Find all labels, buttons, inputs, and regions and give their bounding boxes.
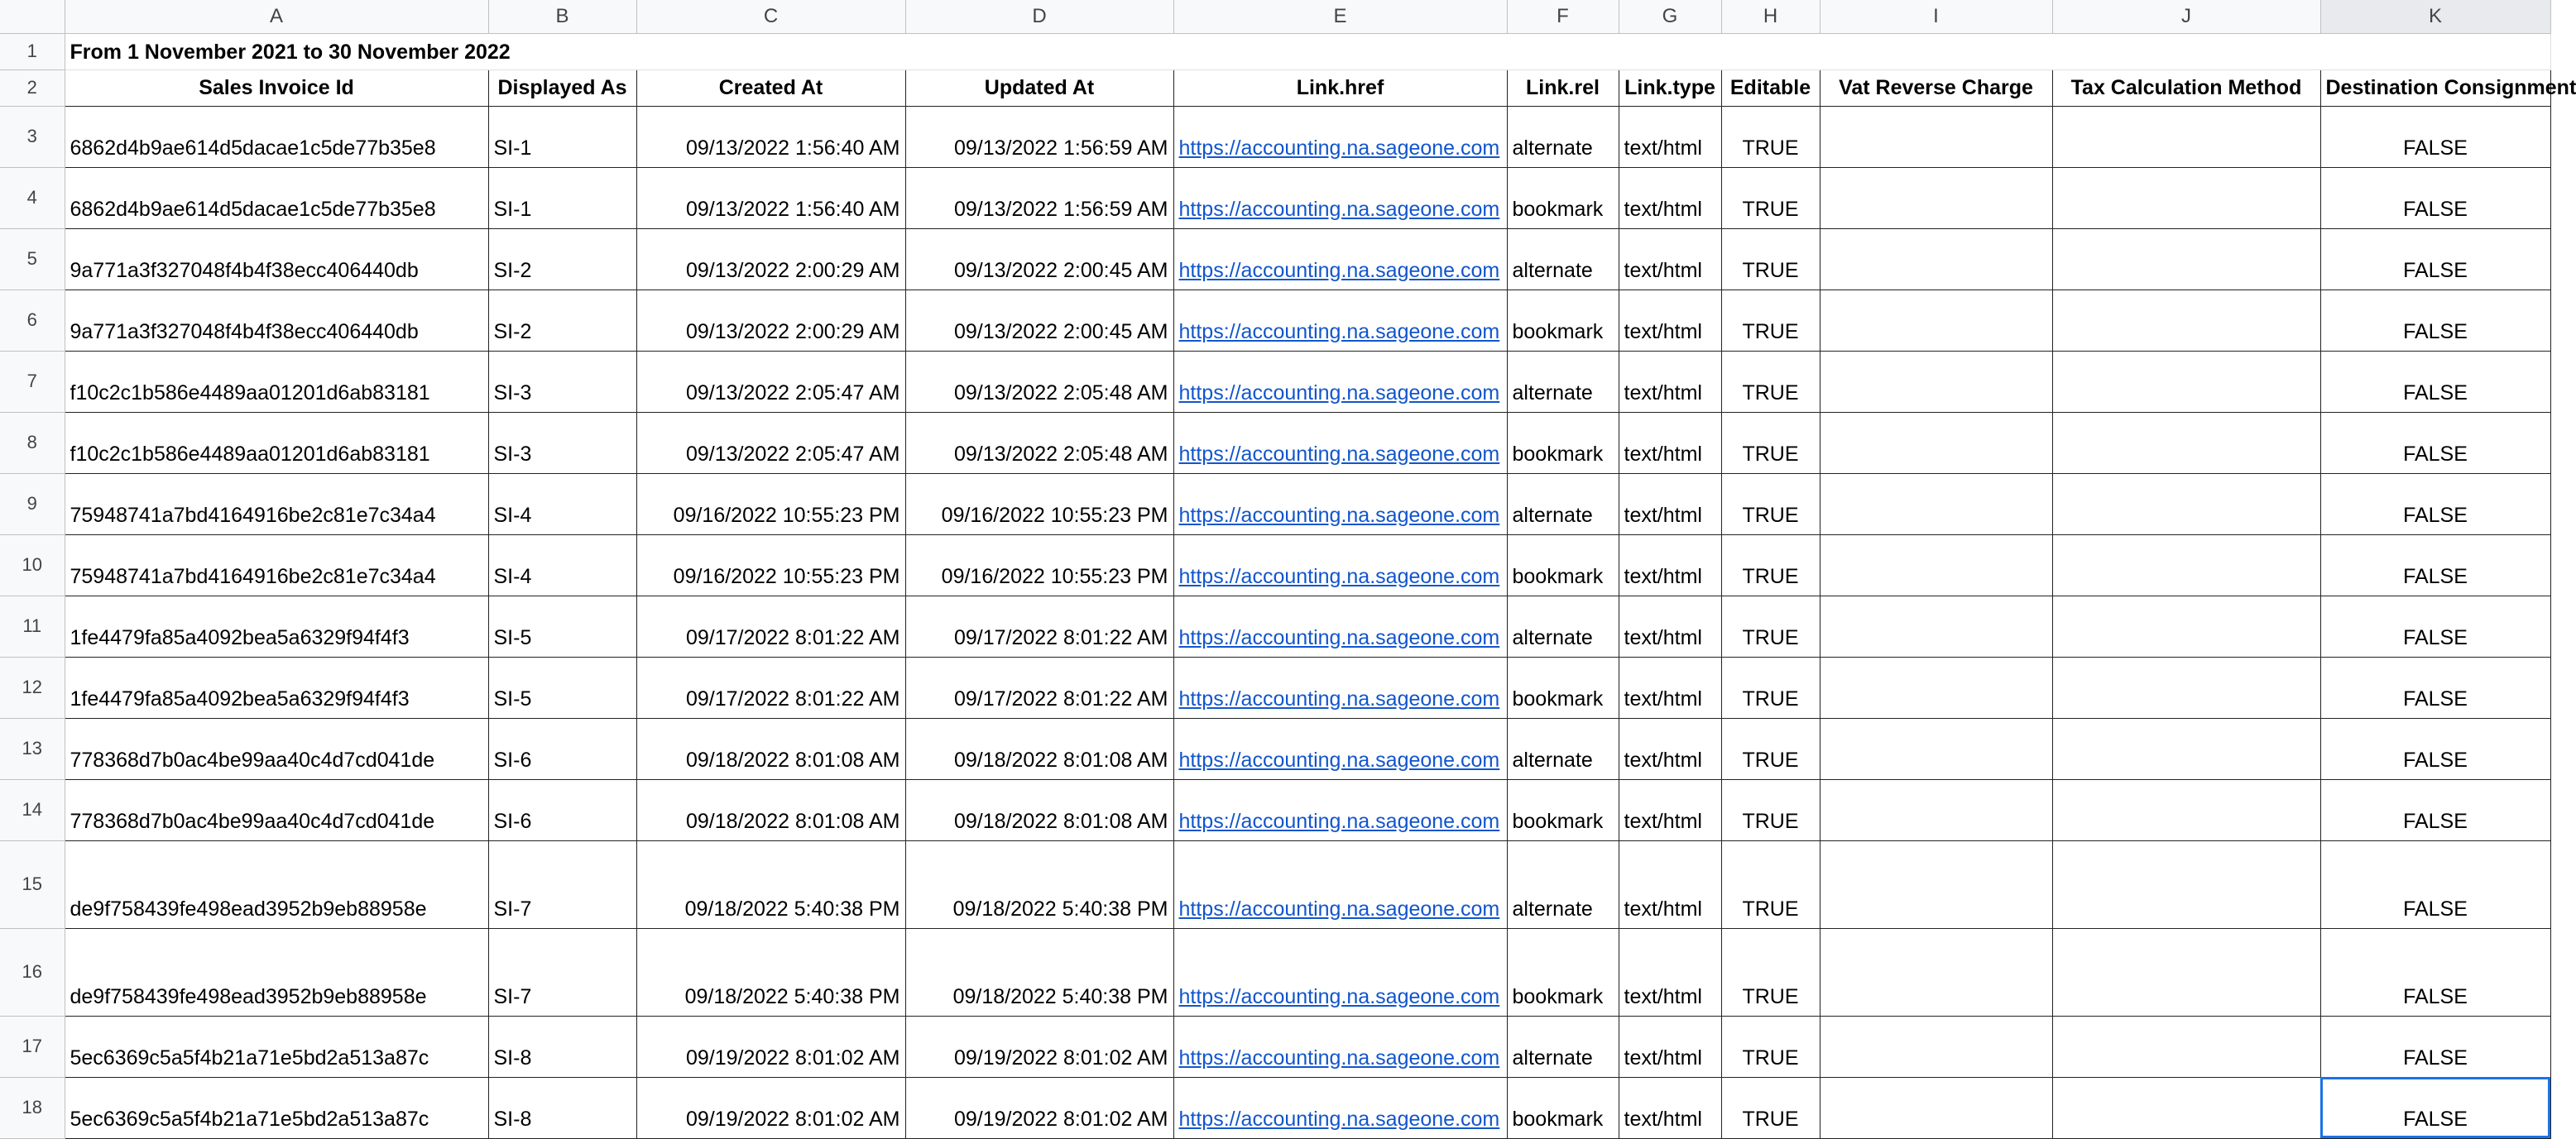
cell-displayed-as[interactable]: SI-3 <box>488 351 636 412</box>
cell-destination-consignment[interactable]: FALSE <box>2320 779 2550 840</box>
cell-displayed-as[interactable]: SI-6 <box>488 718 636 779</box>
header-cell-displayed-as[interactable]: Displayed As <box>488 69 636 106</box>
cell-destination-consignment[interactable]: FALSE <box>2320 1077 2550 1138</box>
column-header-g[interactable]: G <box>1619 0 1721 33</box>
cell-link-rel[interactable]: alternate <box>1507 840 1619 928</box>
cell-editable[interactable]: TRUE <box>1721 351 1820 412</box>
cell-link-rel[interactable]: bookmark <box>1507 928 1619 1016</box>
cell-link-rel[interactable]: bookmark <box>1507 412 1619 473</box>
cell-link-rel[interactable]: alternate <box>1507 228 1619 290</box>
cell-sales-invoice-id[interactable]: de9f758439fe498ead3952b9eb88958e <box>65 840 488 928</box>
cell-link-type[interactable]: text/html <box>1619 473 1721 534</box>
cell-tax-calculation-method[interactable] <box>2052 596 2320 657</box>
cell-updated-at[interactable]: 09/18/2022 8:01:08 AM <box>905 779 1173 840</box>
cell-tax-calculation-method[interactable] <box>2052 167 2320 228</box>
cell-created-at[interactable]: 09/16/2022 10:55:23 PM <box>636 534 905 596</box>
cell-displayed-as[interactable]: SI-1 <box>488 167 636 228</box>
table-row <box>0 657 2550 718</box>
cell-tax-calculation-method[interactable] <box>2052 534 2320 596</box>
cell-link-href[interactable]: https://accounting.na.sageone.com <box>1173 657 1507 718</box>
column-header-i[interactable]: I <box>1820 0 2052 33</box>
cell-displayed-as[interactable]: SI-8 <box>488 1016 636 1077</box>
cell-link-href[interactable]: https://accounting.na.sageone.com <box>1173 473 1507 534</box>
cell-link-rel[interactable]: bookmark <box>1507 167 1619 228</box>
cell-displayed-as[interactable]: SI-4 <box>488 473 636 534</box>
cell-editable[interactable]: TRUE <box>1721 657 1820 718</box>
column-header-c[interactable]: C <box>636 0 905 33</box>
row-header[interactable]: 1 <box>0 33 65 69</box>
column-header-j[interactable]: J <box>2052 0 2320 33</box>
header-cell-link-rel[interactable]: Link.rel <box>1507 69 1619 106</box>
cell-link-href[interactable]: https://accounting.na.sageone.com <box>1173 779 1507 840</box>
cell-sales-invoice-id[interactable]: 5ec6369c5a5f4b21a71e5bd2a513a87c <box>65 1016 488 1077</box>
cell-displayed-as[interactable]: SI-8 <box>488 1077 636 1138</box>
cell-destination-consignment[interactable]: FALSE <box>2320 412 2550 473</box>
cell-vat-reverse-charge[interactable] <box>1820 718 2052 779</box>
cell-sales-invoice-id[interactable]: 75948741a7bd4164916be2c81e7c34a4 <box>65 473 488 534</box>
cell-sales-invoice-id[interactable]: 778368d7b0ac4be99aa40c4d7cd041de <box>65 779 488 840</box>
cell-destination-consignment[interactable]: FALSE <box>2320 351 2550 412</box>
table-row <box>0 473 2550 534</box>
cell[interactable] <box>2052 33 2320 69</box>
table-row <box>0 351 2550 412</box>
cell-created-at[interactable]: 09/13/2022 2:00:29 AM <box>636 228 905 290</box>
header-cell-link-type[interactable]: Link.type <box>1619 69 1721 106</box>
cell-updated-at[interactable]: 09/18/2022 5:40:38 PM <box>905 928 1173 1016</box>
row-header[interactable]: 10 <box>0 534 65 596</box>
cell-tax-calculation-method[interactable] <box>2052 1016 2320 1077</box>
header-cell-destination-consignment[interactable]: Destination Consignment <box>2320 69 2550 106</box>
cell-link-href[interactable]: https://accounting.na.sageone.com <box>1173 351 1507 412</box>
cell-editable[interactable]: TRUE <box>1721 718 1820 779</box>
header-cell-vat-reverse-charge[interactable]: Vat Reverse Charge <box>1820 69 2052 106</box>
cell-editable[interactable]: TRUE <box>1721 1016 1820 1077</box>
cell-link-rel[interactable]: alternate <box>1507 1016 1619 1077</box>
cell-displayed-as[interactable]: SI-6 <box>488 779 636 840</box>
cell-tax-calculation-method[interactable] <box>2052 718 2320 779</box>
cell-destination-consignment[interactable]: FALSE <box>2320 840 2550 928</box>
cell-link-rel[interactable]: alternate <box>1507 596 1619 657</box>
cell-tax-calculation-method[interactable] <box>2052 351 2320 412</box>
select-all-corner[interactable] <box>0 0 65 33</box>
cell-tax-calculation-method[interactable] <box>2052 290 2320 351</box>
cell[interactable] <box>1173 33 1507 69</box>
cell-updated-at[interactable]: 09/13/2022 1:56:59 AM <box>905 106 1173 167</box>
cell-tax-calculation-method[interactable] <box>2052 228 2320 290</box>
cell-link-type[interactable]: text/html <box>1619 657 1721 718</box>
table-row <box>0 412 2550 473</box>
cell-link-href[interactable]: https://accounting.na.sageone.com <box>1173 1016 1507 1077</box>
cell-editable[interactable]: TRUE <box>1721 928 1820 1016</box>
table-row <box>0 840 2550 928</box>
cell-updated-at[interactable]: 09/17/2022 8:01:22 AM <box>905 657 1173 718</box>
column-header-h[interactable]: H <box>1721 0 1820 33</box>
cell-destination-consignment[interactable]: FALSE <box>2320 167 2550 228</box>
cell-sales-invoice-id[interactable]: de9f758439fe498ead3952b9eb88958e <box>65 928 488 1016</box>
cell-displayed-as[interactable]: SI-2 <box>488 228 636 290</box>
cell-tax-calculation-method[interactable] <box>2052 106 2320 167</box>
cell-sales-invoice-id[interactable]: 75948741a7bd4164916be2c81e7c34a4 <box>65 534 488 596</box>
cell-updated-at[interactable]: 09/19/2022 8:01:02 AM <box>905 1077 1173 1138</box>
cell-updated-at[interactable]: 09/13/2022 2:00:45 AM <box>905 228 1173 290</box>
cell-link-href[interactable]: https://accounting.na.sageone.com <box>1173 412 1507 473</box>
cell-sales-invoice-id[interactable]: 9a771a3f327048f4b4f38ecc406440db <box>65 290 488 351</box>
cell-editable[interactable]: TRUE <box>1721 167 1820 228</box>
cell-link-href[interactable]: https://accounting.na.sageone.com <box>1173 106 1507 167</box>
header-cell-created-at[interactable]: Created At <box>636 69 905 106</box>
cell-tax-calculation-method[interactable] <box>2052 928 2320 1016</box>
cell-editable[interactable]: TRUE <box>1721 779 1820 840</box>
header-cell-updated-at[interactable]: Updated At <box>905 69 1173 106</box>
cell-updated-at[interactable]: 09/18/2022 8:01:08 AM <box>905 718 1173 779</box>
cell-sales-invoice-id[interactable]: 1fe4479fa85a4092bea5a6329f94f4f3 <box>65 596 488 657</box>
header-row <box>0 69 2550 106</box>
row-header[interactable]: 2 <box>0 69 65 106</box>
table-row <box>0 1016 2550 1077</box>
cell-created-at[interactable]: 09/19/2022 8:01:02 AM <box>636 1077 905 1138</box>
row-header[interactable]: 4 <box>0 167 65 228</box>
cell-link-type[interactable]: text/html <box>1619 1077 1721 1138</box>
cell-created-at[interactable]: 09/17/2022 8:01:22 AM <box>636 657 905 718</box>
column-header-f[interactable]: F <box>1507 0 1619 33</box>
cell-created-at[interactable]: 09/19/2022 8:01:02 AM <box>636 1016 905 1077</box>
row-header[interactable]: 15 <box>0 840 65 928</box>
cell-destination-consignment[interactable]: FALSE <box>2320 228 2550 290</box>
cell-link-type[interactable]: text/html <box>1619 779 1721 840</box>
cell-updated-at[interactable]: 09/16/2022 10:55:23 PM <box>905 473 1173 534</box>
cell-sales-invoice-id[interactable]: 778368d7b0ac4be99aa40c4d7cd041de <box>65 718 488 779</box>
cell[interactable] <box>1820 33 2052 69</box>
cell-vat-reverse-charge[interactable] <box>1820 412 2052 473</box>
row-header[interactable]: 14 <box>0 779 65 840</box>
cell-created-at[interactable]: 09/13/2022 2:05:47 AM <box>636 412 905 473</box>
cell-link-rel[interactable]: alternate <box>1507 473 1619 534</box>
cell-destination-consignment[interactable]: FALSE <box>2320 290 2550 351</box>
cell-sales-invoice-id[interactable]: 6862d4b9ae614d5dacae1c5de77b35e8 <box>65 106 488 167</box>
cell-sales-invoice-id[interactable]: 9a771a3f327048f4b4f38ecc406440db <box>65 228 488 290</box>
table-row <box>0 596 2550 657</box>
cell-link-type[interactable]: text/html <box>1619 228 1721 290</box>
cell-vat-reverse-charge[interactable] <box>1820 106 2052 167</box>
table-row <box>0 928 2550 1016</box>
column-header-k[interactable]: K <box>2320 0 2550 33</box>
cell-destination-consignment[interactable]: FALSE <box>2320 534 2550 596</box>
table-row <box>0 290 2550 351</box>
cell-editable[interactable]: TRUE <box>1721 106 1820 167</box>
cell-destination-consignment[interactable]: FALSE <box>2320 718 2550 779</box>
cell-sales-invoice-id[interactable]: 5ec6369c5a5f4b21a71e5bd2a513a87c <box>65 1077 488 1138</box>
cell-tax-calculation-method[interactable] <box>2052 412 2320 473</box>
header-cell-link-href[interactable]: Link.href <box>1173 69 1507 106</box>
cell-vat-reverse-charge[interactable] <box>1820 596 2052 657</box>
cell-updated-at[interactable]: 09/13/2022 2:05:48 AM <box>905 351 1173 412</box>
cell-link-href[interactable]: https://accounting.na.sageone.com <box>1173 596 1507 657</box>
cell-sales-invoice-id[interactable]: f10c2c1b586e4489aa01201d6ab83181 <box>65 351 488 412</box>
cell-editable[interactable]: TRUE <box>1721 412 1820 473</box>
table-row <box>0 167 2550 228</box>
cell-destination-consignment[interactable]: FALSE <box>2320 596 2550 657</box>
cell[interactable] <box>1507 33 1619 69</box>
row-header[interactable]: 12 <box>0 657 65 718</box>
cell-editable[interactable]: TRUE <box>1721 290 1820 351</box>
cell-created-at[interactable]: 09/13/2022 1:56:40 AM <box>636 167 905 228</box>
column-header-b[interactable]: B <box>488 0 636 33</box>
cell-link-type[interactable]: text/html <box>1619 167 1721 228</box>
cell-vat-reverse-charge[interactable] <box>1820 473 2052 534</box>
cell-link-type[interactable]: text/html <box>1619 1016 1721 1077</box>
header-cell-tax-calculation-method[interactable]: Tax Calculation Method <box>2052 69 2320 106</box>
cell-vat-reverse-charge[interactable] <box>1820 1077 2052 1138</box>
cell-created-at[interactable]: 09/18/2022 8:01:08 AM <box>636 779 905 840</box>
table-row <box>0 718 2550 779</box>
cell-tax-calculation-method[interactable] <box>2052 657 2320 718</box>
title-row <box>0 33 2550 69</box>
cell-link-href[interactable]: https://accounting.na.sageone.com <box>1173 1077 1507 1138</box>
cell-link-rel[interactable]: alternate <box>1507 351 1619 412</box>
cell-vat-reverse-charge[interactable] <box>1820 167 2052 228</box>
cell-vat-reverse-charge[interactable] <box>1820 1016 2052 1077</box>
cell-sales-invoice-id[interactable]: 1fe4479fa85a4092bea5a6329f94f4f3 <box>65 657 488 718</box>
cell-link-type[interactable]: text/html <box>1619 840 1721 928</box>
column-header-a[interactable]: A <box>65 0 488 33</box>
cell-updated-at[interactable]: 09/13/2022 2:00:45 AM <box>905 290 1173 351</box>
cell-destination-consignment[interactable]: FALSE <box>2320 928 2550 1016</box>
cell-displayed-as[interactable]: SI-3 <box>488 412 636 473</box>
cell-destination-consignment[interactable]: FALSE <box>2320 106 2550 167</box>
cell[interactable] <box>1619 33 1721 69</box>
cell-link-href[interactable]: https://accounting.na.sageone.com <box>1173 840 1507 928</box>
cell[interactable] <box>1721 33 1820 69</box>
cell-displayed-as[interactable]: SI-7 <box>488 840 636 928</box>
row-header[interactable]: 5 <box>0 228 65 290</box>
cell-link-href[interactable]: https://accounting.na.sageone.com <box>1173 928 1507 1016</box>
column-header-e[interactable]: E <box>1173 0 1507 33</box>
row-header[interactable]: 17 <box>0 1016 65 1077</box>
report-title[interactable]: From 1 November 2021 to 30 November 2022 <box>65 33 1173 69</box>
cell-link-type[interactable]: text/html <box>1619 290 1721 351</box>
table-row <box>0 228 2550 290</box>
column-header-d[interactable]: D <box>905 0 1173 33</box>
header-cell-editable[interactable]: Editable <box>1721 69 1820 106</box>
cell-updated-at[interactable]: 09/13/2022 2:05:48 AM <box>905 412 1173 473</box>
cell-displayed-as[interactable]: SI-1 <box>488 106 636 167</box>
cell-link-href[interactable]: https://accounting.na.sageone.com <box>1173 228 1507 290</box>
cell-displayed-as[interactable]: SI-5 <box>488 596 636 657</box>
cell-displayed-as[interactable]: SI-7 <box>488 928 636 1016</box>
cell-link-rel[interactable]: bookmark <box>1507 534 1619 596</box>
cell-link-type[interactable]: text/html <box>1619 928 1721 1016</box>
cell-link-type[interactable]: text/html <box>1619 412 1721 473</box>
cell-link-rel[interactable]: bookmark <box>1507 1077 1619 1138</box>
table-row <box>0 106 2550 167</box>
cell-editable[interactable]: TRUE <box>1721 840 1820 928</box>
row-header[interactable]: 8 <box>0 412 65 473</box>
cell-updated-at[interactable]: 09/17/2022 8:01:22 AM <box>905 596 1173 657</box>
cell-sales-invoice-id[interactable]: 6862d4b9ae614d5dacae1c5de77b35e8 <box>65 167 488 228</box>
cell-created-at[interactable]: 09/18/2022 8:01:08 AM <box>636 718 905 779</box>
cell-editable[interactable]: TRUE <box>1721 473 1820 534</box>
cell-link-href[interactable]: https://accounting.na.sageone.com <box>1173 718 1507 779</box>
cell-updated-at[interactable]: 09/19/2022 8:01:02 AM <box>905 1016 1173 1077</box>
cell-destination-consignment[interactable]: FALSE <box>2320 657 2550 718</box>
row-header[interactable]: 11 <box>0 596 65 657</box>
cell-editable[interactable]: TRUE <box>1721 596 1820 657</box>
cell-link-href[interactable]: https://accounting.na.sageone.com <box>1173 534 1507 596</box>
row-header[interactable]: 7 <box>0 351 65 412</box>
cell-vat-reverse-charge[interactable] <box>1820 228 2052 290</box>
header-cell-sales-invoice-id[interactable]: Sales Invoice Id <box>65 69 488 106</box>
cell-created-at[interactable]: 09/13/2022 1:56:40 AM <box>636 106 905 167</box>
column-header-row <box>0 0 2550 33</box>
cell-created-at[interactable]: 09/13/2022 2:05:47 AM <box>636 351 905 412</box>
cell[interactable] <box>2320 33 2550 69</box>
cell-link-rel[interactable]: alternate <box>1507 718 1619 779</box>
cell-created-at[interactable]: 09/18/2022 5:40:38 PM <box>636 840 905 928</box>
cell-editable[interactable]: TRUE <box>1721 228 1820 290</box>
cell-vat-reverse-charge[interactable] <box>1820 657 2052 718</box>
cell-updated-at[interactable]: 09/16/2022 10:55:23 PM <box>905 534 1173 596</box>
cell-tax-calculation-method[interactable] <box>2052 1077 2320 1138</box>
cell-link-href[interactable]: https://accounting.na.sageone.com <box>1173 290 1507 351</box>
cell-link-href[interactable]: https://accounting.na.sageone.com <box>1173 167 1507 228</box>
cell-link-rel[interactable]: bookmark <box>1507 779 1619 840</box>
cell-tax-calculation-method[interactable] <box>2052 473 2320 534</box>
cell-vat-reverse-charge[interactable] <box>1820 290 2052 351</box>
cell-vat-reverse-charge[interactable] <box>1820 534 2052 596</box>
cell-editable[interactable]: TRUE <box>1721 534 1820 596</box>
table-row <box>0 1077 2550 1138</box>
cell-destination-consignment[interactable]: FALSE <box>2320 473 2550 534</box>
cell-link-rel[interactable]: bookmark <box>1507 290 1619 351</box>
cell-created-at[interactable]: 09/16/2022 10:55:23 PM <box>636 473 905 534</box>
cell-editable[interactable]: TRUE <box>1721 1077 1820 1138</box>
cell-vat-reverse-charge[interactable] <box>1820 928 2052 1016</box>
cell-tax-calculation-method[interactable] <box>2052 840 2320 928</box>
cell-link-type[interactable]: text/html <box>1619 596 1721 657</box>
cell-link-type[interactable]: text/html <box>1619 534 1721 596</box>
table-row <box>0 534 2550 596</box>
cell-displayed-as[interactable]: SI-5 <box>488 657 636 718</box>
cell-vat-reverse-charge[interactable] <box>1820 840 2052 928</box>
row-header[interactable]: 9 <box>0 473 65 534</box>
row-header[interactable]: 13 <box>0 718 65 779</box>
cell-tax-calculation-method[interactable] <box>2052 779 2320 840</box>
cell-link-type[interactable]: text/html <box>1619 351 1721 412</box>
cell-updated-at[interactable]: 09/18/2022 5:40:38 PM <box>905 840 1173 928</box>
cell-created-at[interactable]: 09/17/2022 8:01:22 AM <box>636 596 905 657</box>
row-header[interactable]: 6 <box>0 290 65 351</box>
cell-created-at[interactable]: 09/18/2022 5:40:38 PM <box>636 928 905 1016</box>
cell-vat-reverse-charge[interactable] <box>1820 351 2052 412</box>
cell-vat-reverse-charge[interactable] <box>1820 779 2052 840</box>
cell-link-rel[interactable]: bookmark <box>1507 657 1619 718</box>
cell-displayed-as[interactable]: SI-4 <box>488 534 636 596</box>
cell-destination-consignment[interactable]: FALSE <box>2320 1016 2550 1077</box>
cell-link-rel[interactable]: alternate <box>1507 106 1619 167</box>
row-header[interactable]: 3 <box>0 106 65 167</box>
cell-updated-at[interactable]: 09/13/2022 1:56:59 AM <box>905 167 1173 228</box>
table-row <box>0 779 2550 840</box>
cell-link-type[interactable]: text/html <box>1619 106 1721 167</box>
cell-displayed-as[interactable]: SI-2 <box>488 290 636 351</box>
cell-link-type[interactable]: text/html <box>1619 718 1721 779</box>
cell-sales-invoice-id[interactable]: f10c2c1b586e4489aa01201d6ab83181 <box>65 412 488 473</box>
row-header[interactable]: 18 <box>0 1077 65 1138</box>
row-header[interactable]: 16 <box>0 928 65 1016</box>
cell-created-at[interactable]: 09/13/2022 2:00:29 AM <box>636 290 905 351</box>
